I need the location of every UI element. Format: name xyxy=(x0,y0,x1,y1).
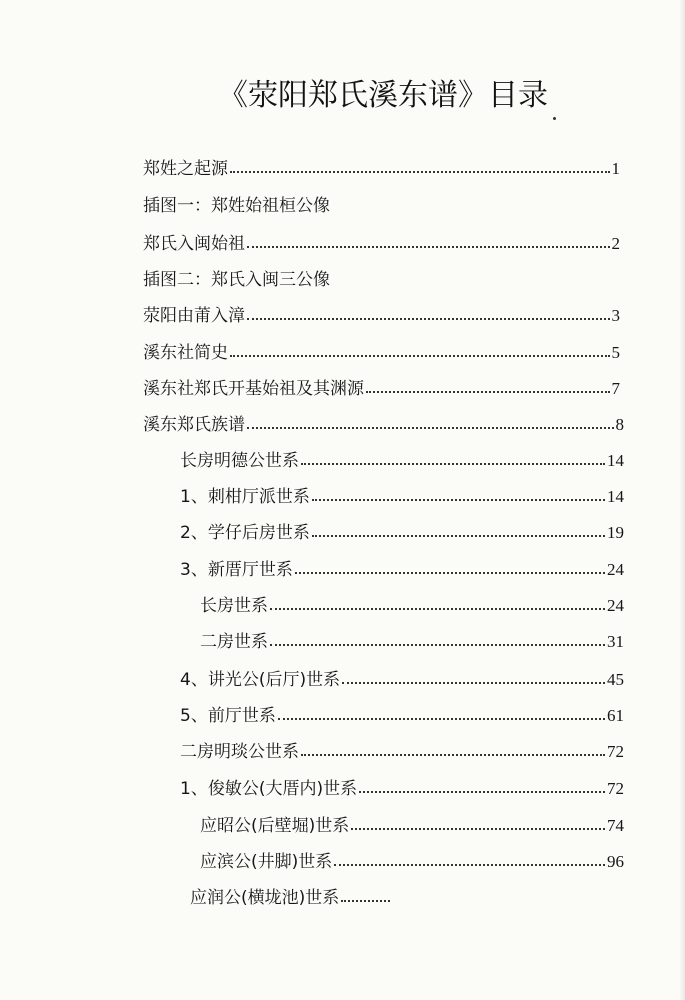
toc-entry-label: 二房明琰公世系 xyxy=(180,742,299,762)
toc-entry-label: 二房世系 xyxy=(200,632,268,652)
toc-entry xyxy=(143,378,620,400)
toc-entry-label: 溪东社简史 xyxy=(143,343,228,363)
toc-entry-label: 郑姓之起源 xyxy=(143,159,228,179)
toc-entry xyxy=(143,158,620,180)
toc-entry-label: 1、俊敏公(大厝内)世系 xyxy=(180,779,358,799)
toc-leader-dots xyxy=(247,246,610,248)
toc-entry-label: 5、前厅世系 xyxy=(180,706,276,726)
toc-entry-label: 2、学仔后房世系 xyxy=(180,523,310,543)
toc-entry-label: 插图一：郑姓始祖桓公像 xyxy=(143,196,330,216)
toc-page-number: 8 xyxy=(615,415,624,434)
toc-entry xyxy=(180,741,624,763)
toc-leader-dots xyxy=(301,754,605,756)
toc-entry-label: 应昭公(后壁堀)世系 xyxy=(200,816,350,836)
toc-entry xyxy=(180,450,624,472)
toc-page-number: 2 xyxy=(611,234,620,253)
toc-leader-dots xyxy=(270,644,605,646)
scan-edge-shadow xyxy=(679,0,685,1000)
toc-leader-dots xyxy=(247,427,614,429)
toc-entry xyxy=(180,559,624,581)
toc-leader-dots xyxy=(366,391,610,393)
page-title: 《荥阳郑氏溪东谱》目录 xyxy=(218,78,548,113)
toc-leader-dots xyxy=(301,463,605,465)
toc-entry-label: 长房明德公世系 xyxy=(180,451,299,471)
toc-page-number: 31 xyxy=(607,632,624,651)
toc-entry-label: 荥阳由莆入漳 xyxy=(143,306,245,326)
toc-leader-dots xyxy=(230,171,610,173)
toc-entry xyxy=(143,342,620,364)
toc-page-number: 72 xyxy=(607,779,624,798)
toc-page-number: 1 xyxy=(611,159,620,178)
toc-page-number: 96 xyxy=(607,852,624,871)
toc-entry-label: 应滨公(井脚)世系 xyxy=(200,852,333,872)
toc-entry-label: 郑氏入闽始祖 xyxy=(143,234,245,254)
toc-page-number: 7 xyxy=(611,379,620,398)
toc-entry-label: 4、讲光公(后厅)世系 xyxy=(180,670,341,690)
toc-entry xyxy=(180,522,624,544)
toc-page-number: 61 xyxy=(607,706,624,725)
toc-page-number: 74 xyxy=(607,816,624,835)
toc-leader-dots xyxy=(359,791,605,793)
toc-page-number: 5 xyxy=(611,343,620,362)
toc-entry-label: 溪东社郑氏开基始祖及其渊源 xyxy=(143,379,364,399)
toc-entry xyxy=(143,414,624,436)
toc-entry-label: 1、刺柑厅派世系 xyxy=(180,487,310,507)
toc-entry xyxy=(200,815,624,837)
toc-entry-label: 长房世系 xyxy=(200,596,268,616)
toc-page-number: 3 xyxy=(611,306,620,325)
toc-entry xyxy=(143,195,330,217)
toc-page-number: 72 xyxy=(607,742,624,761)
toc-page-number: 19 xyxy=(607,523,624,542)
toc-page-number: 14 xyxy=(607,451,624,470)
toc-entry xyxy=(143,269,330,291)
toc-leader-dots xyxy=(230,355,610,357)
toc-page-number: 24 xyxy=(607,560,624,579)
toc-entry-label: 应润公(横垅池)世系 xyxy=(190,888,340,908)
toc-page-number: 14 xyxy=(607,487,624,506)
toc-leader-dots xyxy=(312,499,605,501)
toc-leader-dots xyxy=(334,864,605,866)
toc-leader-dots xyxy=(341,900,390,902)
toc-page-number: 24 xyxy=(607,596,624,615)
toc-entry xyxy=(180,705,624,727)
toc-entry xyxy=(180,669,624,691)
toc-entry xyxy=(143,305,620,327)
toc-leader-dots xyxy=(295,572,605,574)
toc-entry xyxy=(143,233,620,255)
toc-page-number: 45 xyxy=(607,670,624,689)
toc-entry xyxy=(180,778,624,800)
toc-entry xyxy=(180,486,624,508)
toc-leader-dots xyxy=(351,828,605,830)
toc-entry xyxy=(200,595,624,617)
toc-leader-dots xyxy=(342,682,605,684)
toc-leader-dots xyxy=(270,608,605,610)
toc-leader-dots xyxy=(278,718,605,720)
toc-leader-dots xyxy=(312,535,605,537)
toc-entry-label: 3、新厝厅世系 xyxy=(180,560,293,580)
toc-entry xyxy=(200,851,624,873)
toc-entry xyxy=(200,631,624,653)
toc-leader-dots xyxy=(247,318,610,320)
toc-entry xyxy=(190,887,392,909)
toc-entry-label: 插图二：郑氏入闽三公像 xyxy=(143,270,330,290)
toc-entry-label: 溪东郑氏族谱 xyxy=(143,415,245,435)
